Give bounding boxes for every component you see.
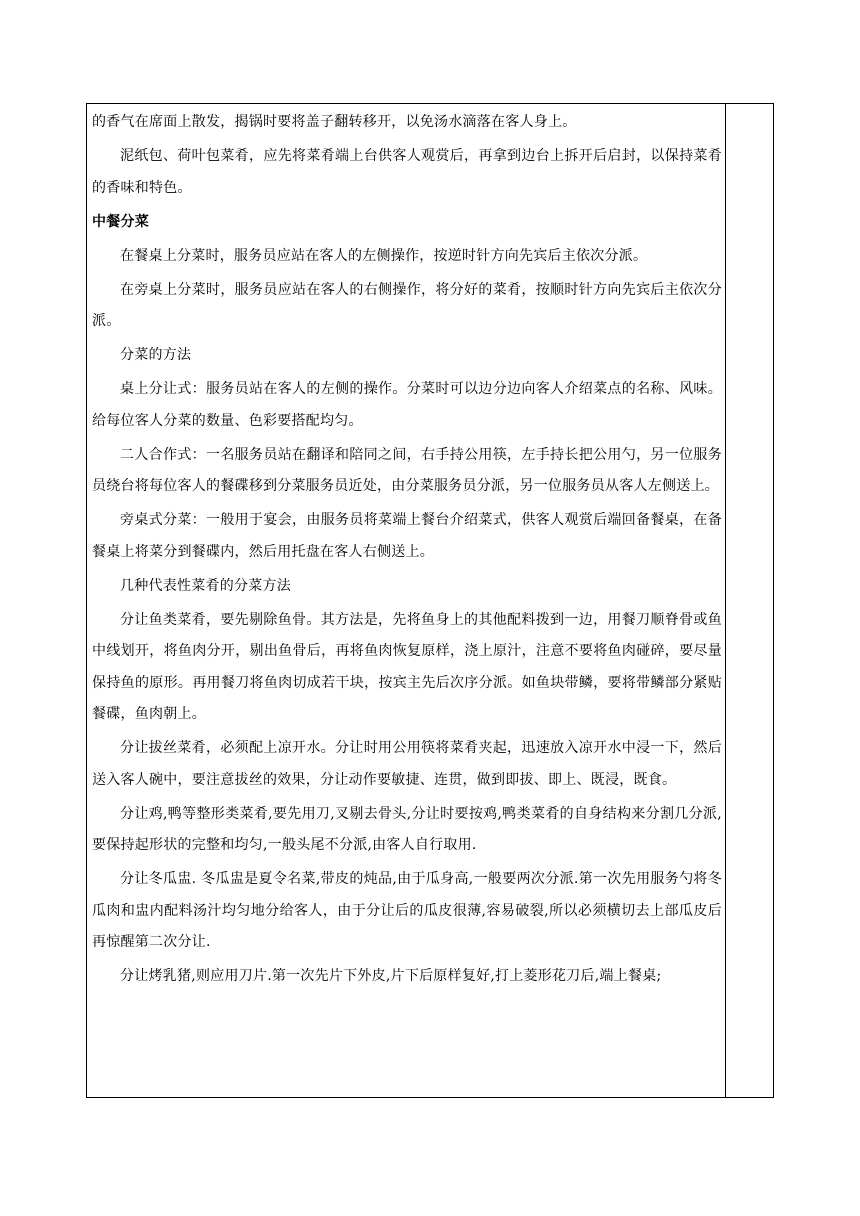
paragraph-on-table-method: 桌上分让式：服务员站在客人的左侧的操作。分菜时可以边分边向客人介绍菜点的名称、风味。给每位客人分菜的数量、色彩要搭配均匀。 [92,381,722,429]
paragraph-side-table-method: 旁桌式分菜：一般用于宴会，由服务员将菜端上餐台介绍菜式，供客人观赏后端回备餐桌，在备餐桌上将菜分到餐碟内，然后用托盘在客人右侧送上。 [92,512,722,560]
table-column-divider [725,103,726,1098]
paragraph-winter-melon: 分让冬瓜盅. 冬瓜盅是夏令名菜,带皮的炖品,由于瓜身高,一般要两次分派.第一次先用服务勺将冬瓜肉和盅内配料汤汁均匀地分给客人，由于分让后的瓜皮很薄,容易破裂,所以必须横切去上部瓜皮后再惊醒第二次分让. [92,871,722,950]
paragraph-two-person-method: 二人合作式：一名服务员站在翻译和陪同之间，右手持公用筷，左手持长把公用勺，另一位服务员绕台将每位客人的餐碟移到分菜服务员近处，由分菜服务员分派，另一位服务员从客人左侧送上。 [92,446,722,494]
paragraph-candied-dishes: 分让拔丝菜肴，必须配上凉开水。分让时用公用筷将菜肴夹起，迅速放入凉开水中浸一下，然后送入客人碗中，要注意拔丝的效果，分让动作要敏捷、连贯，做到即拔、即上、既浸，既食。 [92,740,722,788]
paragraph-table-serving: 在餐桌上分菜时，服务员应站在客人的左侧操作，按逆时针方向先宾后主依次分派。 [120,247,648,264]
paragraph-side-table-serving: 在旁桌上分菜时，服务员应站在客人的右侧操作，将分好的菜肴，按顺时针方向先宾后主依次分派。 [92,281,722,329]
paragraph-whole-poultry: 分让鸡,鸭等整形类菜肴,要先用刀,叉剔去骨头,分让时要按鸡,鸭类菜肴的自身结构来分割几分派,要保持起形状的完整和均匀,一般头尾不分派,由客人自行取用. [92,805,722,853]
subheading-representative-dishes: 几种代表性菜肴的分菜方法 [120,577,291,594]
subheading-serving-methods: 分菜的方法 [120,347,192,363]
paragraph-continuation: 的香气在席面上散发，揭锅时要将盖子翻转移开，以免汤水滴落在客人身上。 [92,114,577,130]
paragraph-wrapped-dishes: 泥纸包、荷叶包菜肴，应先将菜肴端上台供客人观赏后，再拿到边台上拆开后启封，以保持菜肴的香味和特色。 [92,148,722,196]
paragraph-roast-suckling-pig: 分让烤乳猪,则应用刀片.第一次先片下外皮,片下后原样复好,打上菱形花刀后,端上餐桌; [120,968,662,984]
document-body [92,107,722,995]
paragraph-fish-dishes: 分让鱼类菜肴，要先剔除鱼骨。其方法是，先将鱼身上的其他配料拨到一边，用餐刀顺脊骨或鱼中线划开，将鱼肉分开，剔出鱼骨后，再将鱼肉恢复原样，浇上原汁，注意不要将鱼肉碰碎，要尽量保持鱼的原形。再用餐刀将鱼肉切成若干块，按宾主先后次序分派。如鱼块带鳞，要将带鳞部分紧贴餐碟，鱼肉朝上。 [92,611,722,722]
section-heading-chinese-serving: 中餐分菜 [92,213,149,230]
